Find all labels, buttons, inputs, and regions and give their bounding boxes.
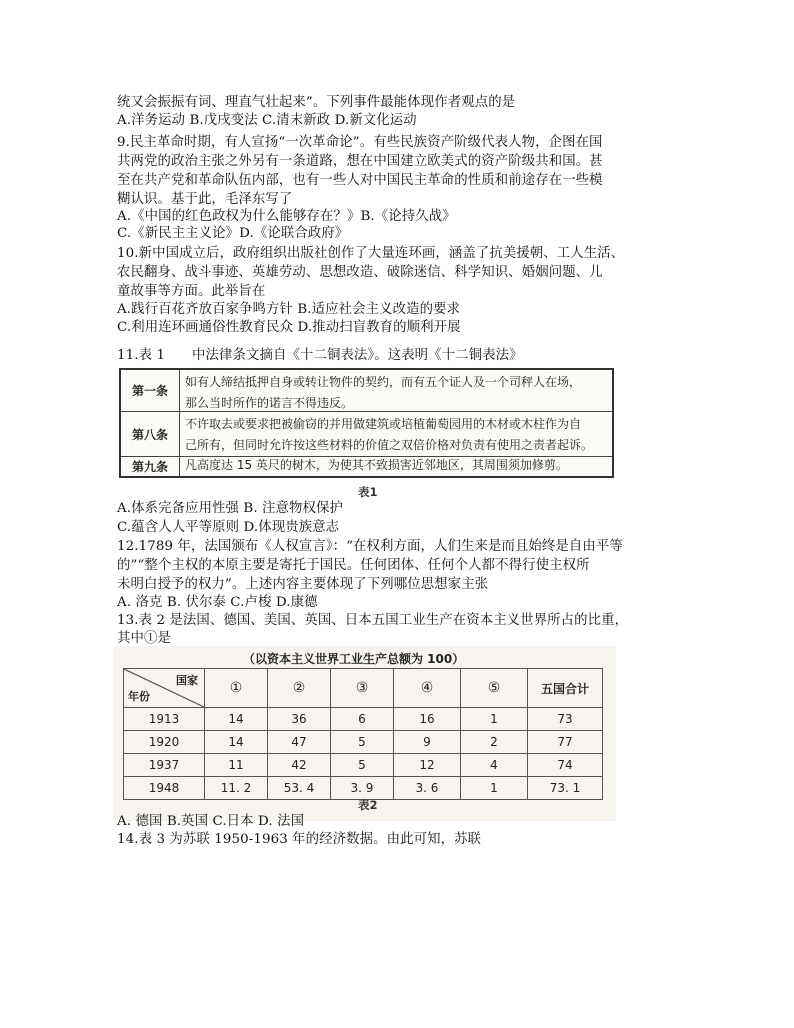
table-2 [113,646,616,821]
column-header: 五国合计 [528,669,603,708]
question-8-options: A.洋务运动 B.戊戌变法 C.清末新政 D.新文化运动 [117,113,417,128]
question-8-stem-end: 统又会振振有词、理直气壮起来”。下列事件最能体现作者观点的是 [117,95,516,110]
table-cell: 47 [268,731,331,754]
article-label: 第一条 [121,370,180,411]
question-13-stem: 其中①是 [117,631,171,646]
table-2-title: （以资本主义世界工业生产总额为 100） [243,652,465,666]
table-row [121,370,612,412]
question-11-stem: 11.表 1 中法律条文摘自《十二铜表法》。这表明《十二铜表法》 [117,348,523,363]
question-9-options: C.《新民主主义论》D.《论联合政府》 [117,226,349,241]
table-row [124,754,603,777]
article-label: 第八条 [121,412,180,456]
column-header: ② [268,669,331,708]
question-12-options: A. 洛克 B. 伏尔泰 C.卢梭 D.康德 [117,595,318,610]
year-cell: 1937 [124,754,205,777]
table-cell: 9 [394,731,461,754]
table-cell: 73. 1 [528,777,603,800]
question-9-options: A.《中国的红色政权为什么能够存在？》B.《论持久战》 [117,209,456,224]
year-cell: 1913 [124,708,205,731]
question-9-stem: 9.民主革命时期，有人宣扬“一次革命论”。有些民族资产阶级代表人物，企图在国 [117,135,603,150]
table-cell: 73 [528,708,603,731]
question-12-stem: 的”“整个主权的本原主要是寄托于国民。任何团体、任何个人都不得行使主权所 [117,558,590,573]
article-text: 如有人缔结抵押自身或转让物件的契约，而有五个证人及一个司秤人在场， 那么当时所作的诺言不得违反。 [185,375,582,410]
question-10-stem: 10.新中国成立后，政府组织出版社创作了大量连环画，涵盖了抗美援朝、工人生活、 [117,246,625,261]
column-header: ③ [331,669,394,708]
article-text: 不许取去或要求把被偷窃的并用做建筑或培植葡萄园用的木材或木柱作为自 己所有，但同时允许按这些材料的价值之双倍价格对负责有使用之责者起诉。 [185,417,594,452]
corner-year-label: 年份 [128,690,150,703]
table-row [121,412,612,457]
table-cell: 1 [461,708,528,731]
table-cell: 77 [528,731,603,754]
table-cell: 1 [461,777,528,800]
table-row [124,731,603,754]
table-1-caption: 表1 [358,485,378,499]
question-14-stem: 14.表 3 为苏联 1950-1963 年的经济数据。由此可知，苏联 [117,832,482,847]
question-10-options: C.利用连环画通俗性教育民众 D.推动扫盲教育的顺利开展 [117,320,461,335]
table-cell: 74 [528,754,603,777]
question-10-stem: 童故事等方面。此举旨在 [117,284,266,299]
table-cell: 53. 4 [268,777,331,800]
table-header-row [124,669,603,708]
year-cell: 1920 [124,731,205,754]
question-10-stem: 农民翻身、战斗事迹、英雄劳动、思想改造、破除迷信、科学知识、婚姻问题、儿 [117,265,603,280]
column-header: ④ [394,669,461,708]
column-header: ⑤ [461,669,528,708]
table-cell: 12 [394,754,461,777]
table-cell: 5 [331,754,394,777]
corner-country-label: 国家 [176,674,198,687]
question-9-stem: 至在共产党和革命队伍内部，也有一些人对中国民主革命的性质和前途存在一些模 [117,173,603,188]
article-label: 第九条 [121,457,180,476]
table-cell: 3. 9 [331,777,394,800]
article-text: 凡高度达 15 英尺的树木，为使其不致损害近邻地区，其周围须加修剪。 [185,458,568,472]
question-11-options: C.蕴含人人平等原则 D.体现贵族意志 [117,520,340,535]
question-13-options: A. 德国 B.英国 C.日本 D. 法国 [117,814,305,829]
question-11-options: A.体系完备应用性强 B. 注意物权保护 [117,501,344,516]
table-row [121,457,612,476]
question-9-stem: 糊认识。基于此，毛泽东写了 [117,192,293,207]
table-cell: 4 [461,754,528,777]
table-2-caption: 表2 [358,798,378,812]
table-cell: 14 [205,731,268,754]
table-cell: 14 [205,708,268,731]
table-1 [119,368,614,478]
column-header: ① [205,669,268,708]
table-cell: 11. 2 [205,777,268,800]
question-13-stem: 13.表 2 是法国、德国、美国、英国、日本五国工业生产在资本主义世界所占的比重， [117,613,629,628]
table-cell: 5 [331,731,394,754]
table-cell: 6 [331,708,394,731]
table-cell: 36 [268,708,331,731]
table-cell: 11 [205,754,268,777]
table-cell: 42 [268,754,331,777]
question-9-stem: 共两党的政治主张之外另有一条道路，想在中国建立欧美式的资产阶级共和国。甚 [117,154,603,169]
table-row [124,708,603,731]
table-cell: 2 [461,731,528,754]
question-12-stem: 未明白授予的权力”。上述内容主要体现了下列哪位思想家主张 [117,577,489,592]
question-10-options: A.践行百花齐放百家争鸣方针 B.适应社会主义改造的要求 [117,302,461,317]
year-cell: 1948 [124,777,205,800]
question-12-stem: 12.1789 年，法国颁布《人权宣言》：“在权利方面，人们生来是而且始终是自由平等 [117,539,623,554]
table-2-grid [123,668,603,800]
table-cell: 16 [394,708,461,731]
corner-cell [124,669,205,708]
table-cell: 3. 6 [394,777,461,800]
